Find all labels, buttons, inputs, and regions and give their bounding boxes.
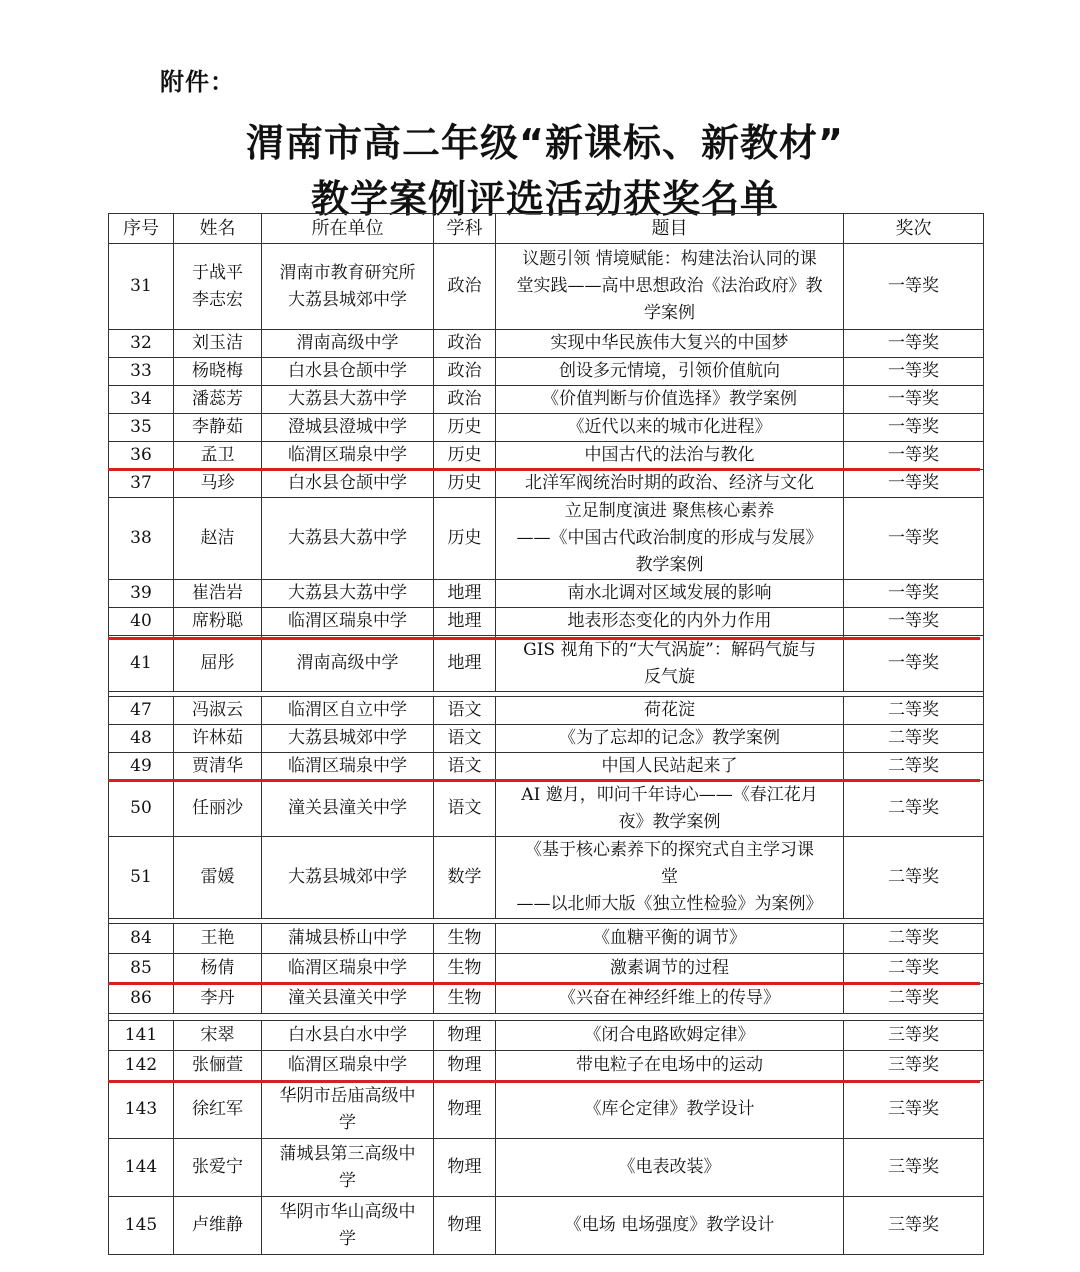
award-level: 二等奖 [844, 781, 984, 837]
table-row [109, 636, 984, 692]
school-unit: 大荔县城郊中学 [262, 725, 434, 753]
winner-name: 许林茹 [174, 725, 262, 753]
red-underline [108, 637, 980, 640]
award-level: 一等奖 [844, 244, 984, 330]
winner-name: 李丹 [174, 984, 262, 1014]
row-number: 49 [109, 753, 174, 781]
case-title: 《电场 电场强度》教学设计 [496, 1197, 844, 1255]
award-level: 三等奖 [844, 1197, 984, 1255]
award-level: 一等奖 [844, 498, 984, 580]
attachment-label: 附件： [160, 68, 235, 96]
school-unit: 大荔县大荔中学 [262, 580, 434, 608]
case-title: 创设多元情境，引领价值航向 [496, 358, 844, 386]
school-unit: 临渭区瑞泉中学 [262, 1051, 434, 1081]
red-underline [108, 982, 980, 985]
case-title: 荷花淀 [496, 697, 844, 725]
award-level: 三等奖 [844, 1139, 984, 1197]
table-row [109, 580, 984, 608]
winner-name: 宋翠 [174, 1021, 262, 1051]
winner-name: 任丽沙 [174, 781, 262, 837]
school-unit: 华阴市华山高级中 学 [262, 1197, 434, 1255]
case-title: 地表形态变化的内外力作用 [496, 608, 844, 636]
winner-name: 贾清华 [174, 753, 262, 781]
subject: 历史 [434, 498, 496, 580]
winner-name: 马珍 [174, 470, 262, 498]
subject: 物理 [434, 1051, 496, 1081]
school-unit: 临渭区瑞泉中学 [262, 608, 434, 636]
winner-name: 潘蕊芳 [174, 386, 262, 414]
table-row [109, 753, 984, 781]
case-title: 议题引领 情境赋能：构建法治认同的课 堂实践——高中思想政治《法治政府》教 学案例 [496, 244, 844, 330]
school-unit: 澄城县澄城中学 [262, 414, 434, 442]
award-level: 一等奖 [844, 442, 984, 470]
case-title: AI 邀月，叩问千年诗心——《春江花月 夜》教学案例 [496, 781, 844, 837]
award-level: 一等奖 [844, 580, 984, 608]
table-row [109, 1021, 984, 1051]
school-unit: 蒲城县桥山中学 [262, 924, 434, 954]
table-row [109, 386, 984, 414]
winner-name: 于战平 李志宏 [174, 244, 262, 330]
subject: 物理 [434, 1021, 496, 1051]
school-unit: 潼关县潼关中学 [262, 781, 434, 837]
table-row [109, 725, 984, 753]
row-number: 142 [109, 1051, 174, 1081]
award-level: 一等奖 [844, 414, 984, 442]
award-level: 二等奖 [844, 725, 984, 753]
award-level: 一等奖 [844, 470, 984, 498]
winner-name: 崔浩岩 [174, 580, 262, 608]
case-title: 《价值判断与价值选择》教学案例 [496, 386, 844, 414]
table-row [109, 330, 984, 358]
award-level: 二等奖 [844, 753, 984, 781]
award-level: 二等奖 [844, 697, 984, 725]
award-level: 二等奖 [844, 954, 984, 984]
case-title: 带电粒子在电场中的运动 [496, 1051, 844, 1081]
row-number: 32 [109, 330, 174, 358]
document-title-line1: 渭南市高二年级“新课标、新教材” [246, 121, 844, 165]
row-number: 38 [109, 498, 174, 580]
award-level: 三等奖 [844, 1081, 984, 1139]
section-gap [109, 1014, 984, 1021]
table-row [109, 837, 984, 919]
row-number: 34 [109, 386, 174, 414]
subject: 地理 [434, 608, 496, 636]
winner-name: 李静茹 [174, 414, 262, 442]
award-level: 一等奖 [844, 636, 984, 692]
header-unit: 所在单位 [262, 214, 434, 244]
table-row [109, 984, 984, 1014]
subject: 语文 [434, 781, 496, 837]
subject: 物理 [434, 1081, 496, 1139]
row-number: 47 [109, 697, 174, 725]
winner-name: 冯淑云 [174, 697, 262, 725]
award-level: 一等奖 [844, 358, 984, 386]
school-unit: 蒲城县第三高级中 学 [262, 1139, 434, 1197]
subject: 语文 [434, 697, 496, 725]
winner-name: 张俪萱 [174, 1051, 262, 1081]
winner-name: 孟卫 [174, 442, 262, 470]
row-number: 50 [109, 781, 174, 837]
award-level: 二等奖 [844, 984, 984, 1014]
subject: 历史 [434, 414, 496, 442]
case-title: 《为了忘却的记念》教学案例 [496, 725, 844, 753]
row-number: 86 [109, 984, 174, 1014]
subject: 地理 [434, 636, 496, 692]
winner-name: 雷媛 [174, 837, 262, 919]
table-row [109, 954, 984, 984]
school-unit: 潼关县潼关中学 [262, 984, 434, 1014]
row-number: 37 [109, 470, 174, 498]
case-title: 北洋军阀统治时期的政治、经济与文化 [496, 470, 844, 498]
award-level: 一等奖 [844, 608, 984, 636]
row-number: 48 [109, 725, 174, 753]
school-unit: 临渭区瑞泉中学 [262, 753, 434, 781]
award-level: 三等奖 [844, 1021, 984, 1051]
case-title: 《库仑定律》教学设计 [496, 1081, 844, 1139]
winner-name: 杨倩 [174, 954, 262, 984]
red-underline [108, 468, 980, 471]
row-number: 41 [109, 636, 174, 692]
table-row [109, 1197, 984, 1255]
header-topic: 题目 [496, 214, 844, 244]
subject: 历史 [434, 442, 496, 470]
table-row [109, 608, 984, 636]
case-title: 《血糖平衡的调节》 [496, 924, 844, 954]
header-no: 序号 [109, 214, 174, 244]
table-row [109, 358, 984, 386]
winner-name: 徐红军 [174, 1081, 262, 1139]
case-title: 《闭合电路欧姆定律》 [496, 1021, 844, 1051]
subject: 生物 [434, 924, 496, 954]
subject: 物理 [434, 1139, 496, 1197]
subject: 历史 [434, 470, 496, 498]
row-number: 85 [109, 954, 174, 984]
award-list-table [108, 213, 984, 1255]
school-unit: 大荔县城郊中学 [262, 837, 434, 919]
table-row [109, 1081, 984, 1139]
subject: 政治 [434, 244, 496, 330]
header-subject: 学科 [434, 214, 496, 244]
school-unit: 大荔县大荔中学 [262, 386, 434, 414]
row-number: 36 [109, 442, 174, 470]
row-number: 84 [109, 924, 174, 954]
award-level: 二等奖 [844, 837, 984, 919]
table-row [109, 498, 984, 580]
subject: 政治 [434, 330, 496, 358]
school-unit: 渭南市教育研究所 大荔县城郊中学 [262, 244, 434, 330]
school-unit: 白水县白水中学 [262, 1021, 434, 1051]
table-header [109, 214, 984, 244]
row-number: 51 [109, 837, 174, 919]
school-unit: 渭南高级中学 [262, 330, 434, 358]
case-title: 《基于核心素养下的探究式自主学习课 堂 ——以北师大版《独立性检验》为案例》 [496, 837, 844, 919]
school-unit: 渭南高级中学 [262, 636, 434, 692]
school-unit: 大荔县大荔中学 [262, 498, 434, 580]
school-unit: 临渭区瑞泉中学 [262, 954, 434, 984]
section-gap-cell [109, 1014, 984, 1021]
row-number: 141 [109, 1021, 174, 1051]
row-number: 143 [109, 1081, 174, 1139]
award-level: 三等奖 [844, 1051, 984, 1081]
case-title: GIS 视角下的“大气涡旋”：解码气旋与 反气旋 [496, 636, 844, 692]
winner-name: 屈彤 [174, 636, 262, 692]
case-title: 《近代以来的城市化进程》 [496, 414, 844, 442]
subject: 物理 [434, 1197, 496, 1255]
case-title: 《兴奋在神经纤维上的传导》 [496, 984, 844, 1014]
row-number: 39 [109, 580, 174, 608]
winner-name: 刘玉洁 [174, 330, 262, 358]
award-level: 一等奖 [844, 386, 984, 414]
award-level: 一等奖 [844, 330, 984, 358]
school-unit: 白水县仓颉中学 [262, 470, 434, 498]
case-title: 南水北调对区域发展的影响 [496, 580, 844, 608]
award-level: 二等奖 [844, 924, 984, 954]
subject: 生物 [434, 954, 496, 984]
school-unit: 临渭区瑞泉中学 [262, 442, 434, 470]
red-underline [108, 1080, 980, 1083]
subject: 政治 [434, 386, 496, 414]
document-title-line2: 教学案例评选活动获奖名单 [310, 177, 779, 221]
case-title: 中国古代的法治与教化 [496, 442, 844, 470]
row-number: 145 [109, 1197, 174, 1255]
table-row [109, 442, 984, 470]
winner-name: 席粉聪 [174, 608, 262, 636]
winner-name: 王艳 [174, 924, 262, 954]
row-number: 40 [109, 608, 174, 636]
table-row [109, 470, 984, 498]
header-name: 姓名 [174, 214, 262, 244]
subject: 生物 [434, 984, 496, 1014]
winner-name: 卢维静 [174, 1197, 262, 1255]
winner-name: 杨晓梅 [174, 358, 262, 386]
red-underline [108, 779, 980, 782]
row-number: 35 [109, 414, 174, 442]
row-number: 31 [109, 244, 174, 330]
subject: 地理 [434, 580, 496, 608]
table-body [109, 244, 984, 1255]
school-unit: 临渭区自立中学 [262, 697, 434, 725]
table-row [109, 1139, 984, 1197]
school-unit: 白水县仓颉中学 [262, 358, 434, 386]
subject: 数学 [434, 837, 496, 919]
table-row [109, 781, 984, 837]
header-award: 奖次 [844, 214, 984, 244]
winner-name: 张爱宁 [174, 1139, 262, 1197]
case-title: 实现中华民族伟大复兴的中国梦 [496, 330, 844, 358]
table-row [109, 1051, 984, 1081]
subject: 语文 [434, 725, 496, 753]
subject: 政治 [434, 358, 496, 386]
winner-name: 赵洁 [174, 498, 262, 580]
table-row [109, 244, 984, 330]
case-title: 立足制度演进 聚焦核心素养 ——《中国古代政治制度的形成与发展》 教学案例 [496, 498, 844, 580]
table-row [109, 697, 984, 725]
subject: 语文 [434, 753, 496, 781]
table-row [109, 924, 984, 954]
school-unit: 华阴市岳庙高级中 学 [262, 1081, 434, 1139]
row-number: 144 [109, 1139, 174, 1197]
case-title: 《电表改装》 [496, 1139, 844, 1197]
table-row [109, 414, 984, 442]
case-title: 中国人民站起来了 [496, 753, 844, 781]
case-title: 激素调节的过程 [496, 954, 844, 984]
row-number: 33 [109, 358, 174, 386]
